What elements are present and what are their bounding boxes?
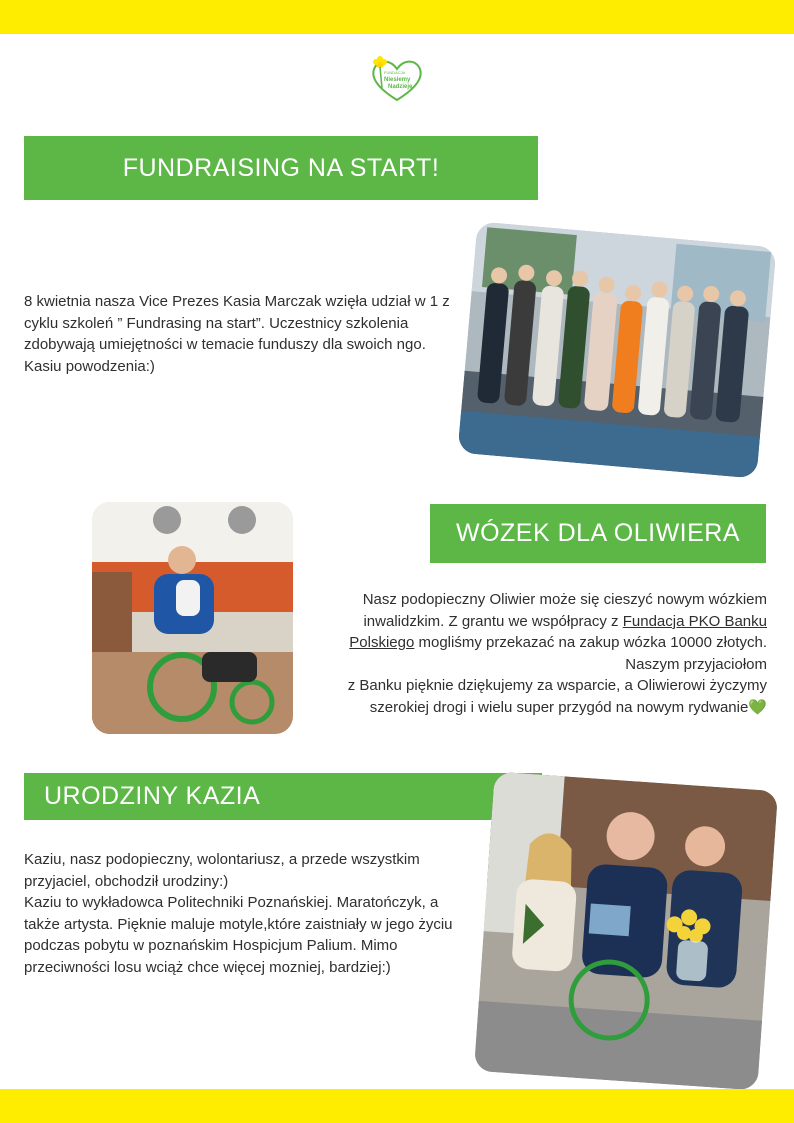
fundraising-paragraph: 8 kwietnia nasza Vice Prezes Kasia Marczak wzięła udział w 1 z cyklu szkoleń ” Fundrasing na start”. Uczestnicy szkolenia zdobywają umiejętności w temacie funduszy dla swoich ngo. Kasiu powodzenia:) xyxy=(24,293,450,375)
section-title-text: FUNDRAISING NA START! xyxy=(122,153,440,182)
bottom-yellow-band xyxy=(0,1089,794,1123)
wheelchair-description xyxy=(306,589,767,718)
pko-foundation-link[interactable]: Fundacja PKO Banku Polskiego xyxy=(349,612,767,651)
green-heart-icon: 💚 xyxy=(748,698,767,716)
svg-text:Nadzieję: Nadzieję xyxy=(388,84,413,90)
section-title-wheelchair xyxy=(430,504,766,563)
wheelchair-paragraph-1: Nasz podopieczny Oliwier może się cieszyć nowym wózkiem inwalidzkim. Z grantu we współpracy z Fundacja PKO Banku Polskiego mogliśmy przekazać na zakup wózka 10000 złotych. xyxy=(349,591,767,651)
foundation-logo xyxy=(366,54,428,104)
birthday-paragraph-2: Kaziu to wykładowca Politechniki Poznańskiej. Maratończyk, a także artysta. Pięknie maluje motyle,które zaistniały w jego życiu podczas pobytu w poznańskim Hospicjum Palium. Mimo przeciwności losu wciąż chce więcej mozniej, bardziej:) xyxy=(24,894,453,976)
oliwier-wheelchair-photo xyxy=(92,502,293,734)
section-title-text: WÓZEK DLA OLIWIERA xyxy=(455,519,741,547)
section-title-text: URODZINY KAZIA xyxy=(44,782,261,810)
svg-text:FUNDACJA: FUNDACJA xyxy=(384,70,406,75)
birthday-description xyxy=(24,849,472,978)
birthday-photo xyxy=(474,771,778,1090)
top-yellow-band xyxy=(0,0,794,34)
birthday-paragraph-1: Kaziu, nasz podopieczny, wolontariusz, a przede wszystkim przyjaciel, obchodził urodziny:) xyxy=(24,851,420,890)
fundraising-description xyxy=(24,291,456,377)
group-photo xyxy=(457,221,776,478)
svg-text:Niesiemy: Niesiemy xyxy=(384,77,411,83)
wheelchair-paragraph-3: z Banku pięknie dziękujemy za wsparcie, a Oliwierowi życzymy szerokiej drogi i wielu super przygód na nowym rydwanie💚 xyxy=(306,675,767,718)
wheelchair-paragraph-2: Naszym przyjaciołom xyxy=(625,655,767,673)
section-title-fundraising xyxy=(24,136,538,200)
section-title-birthday xyxy=(24,773,542,820)
